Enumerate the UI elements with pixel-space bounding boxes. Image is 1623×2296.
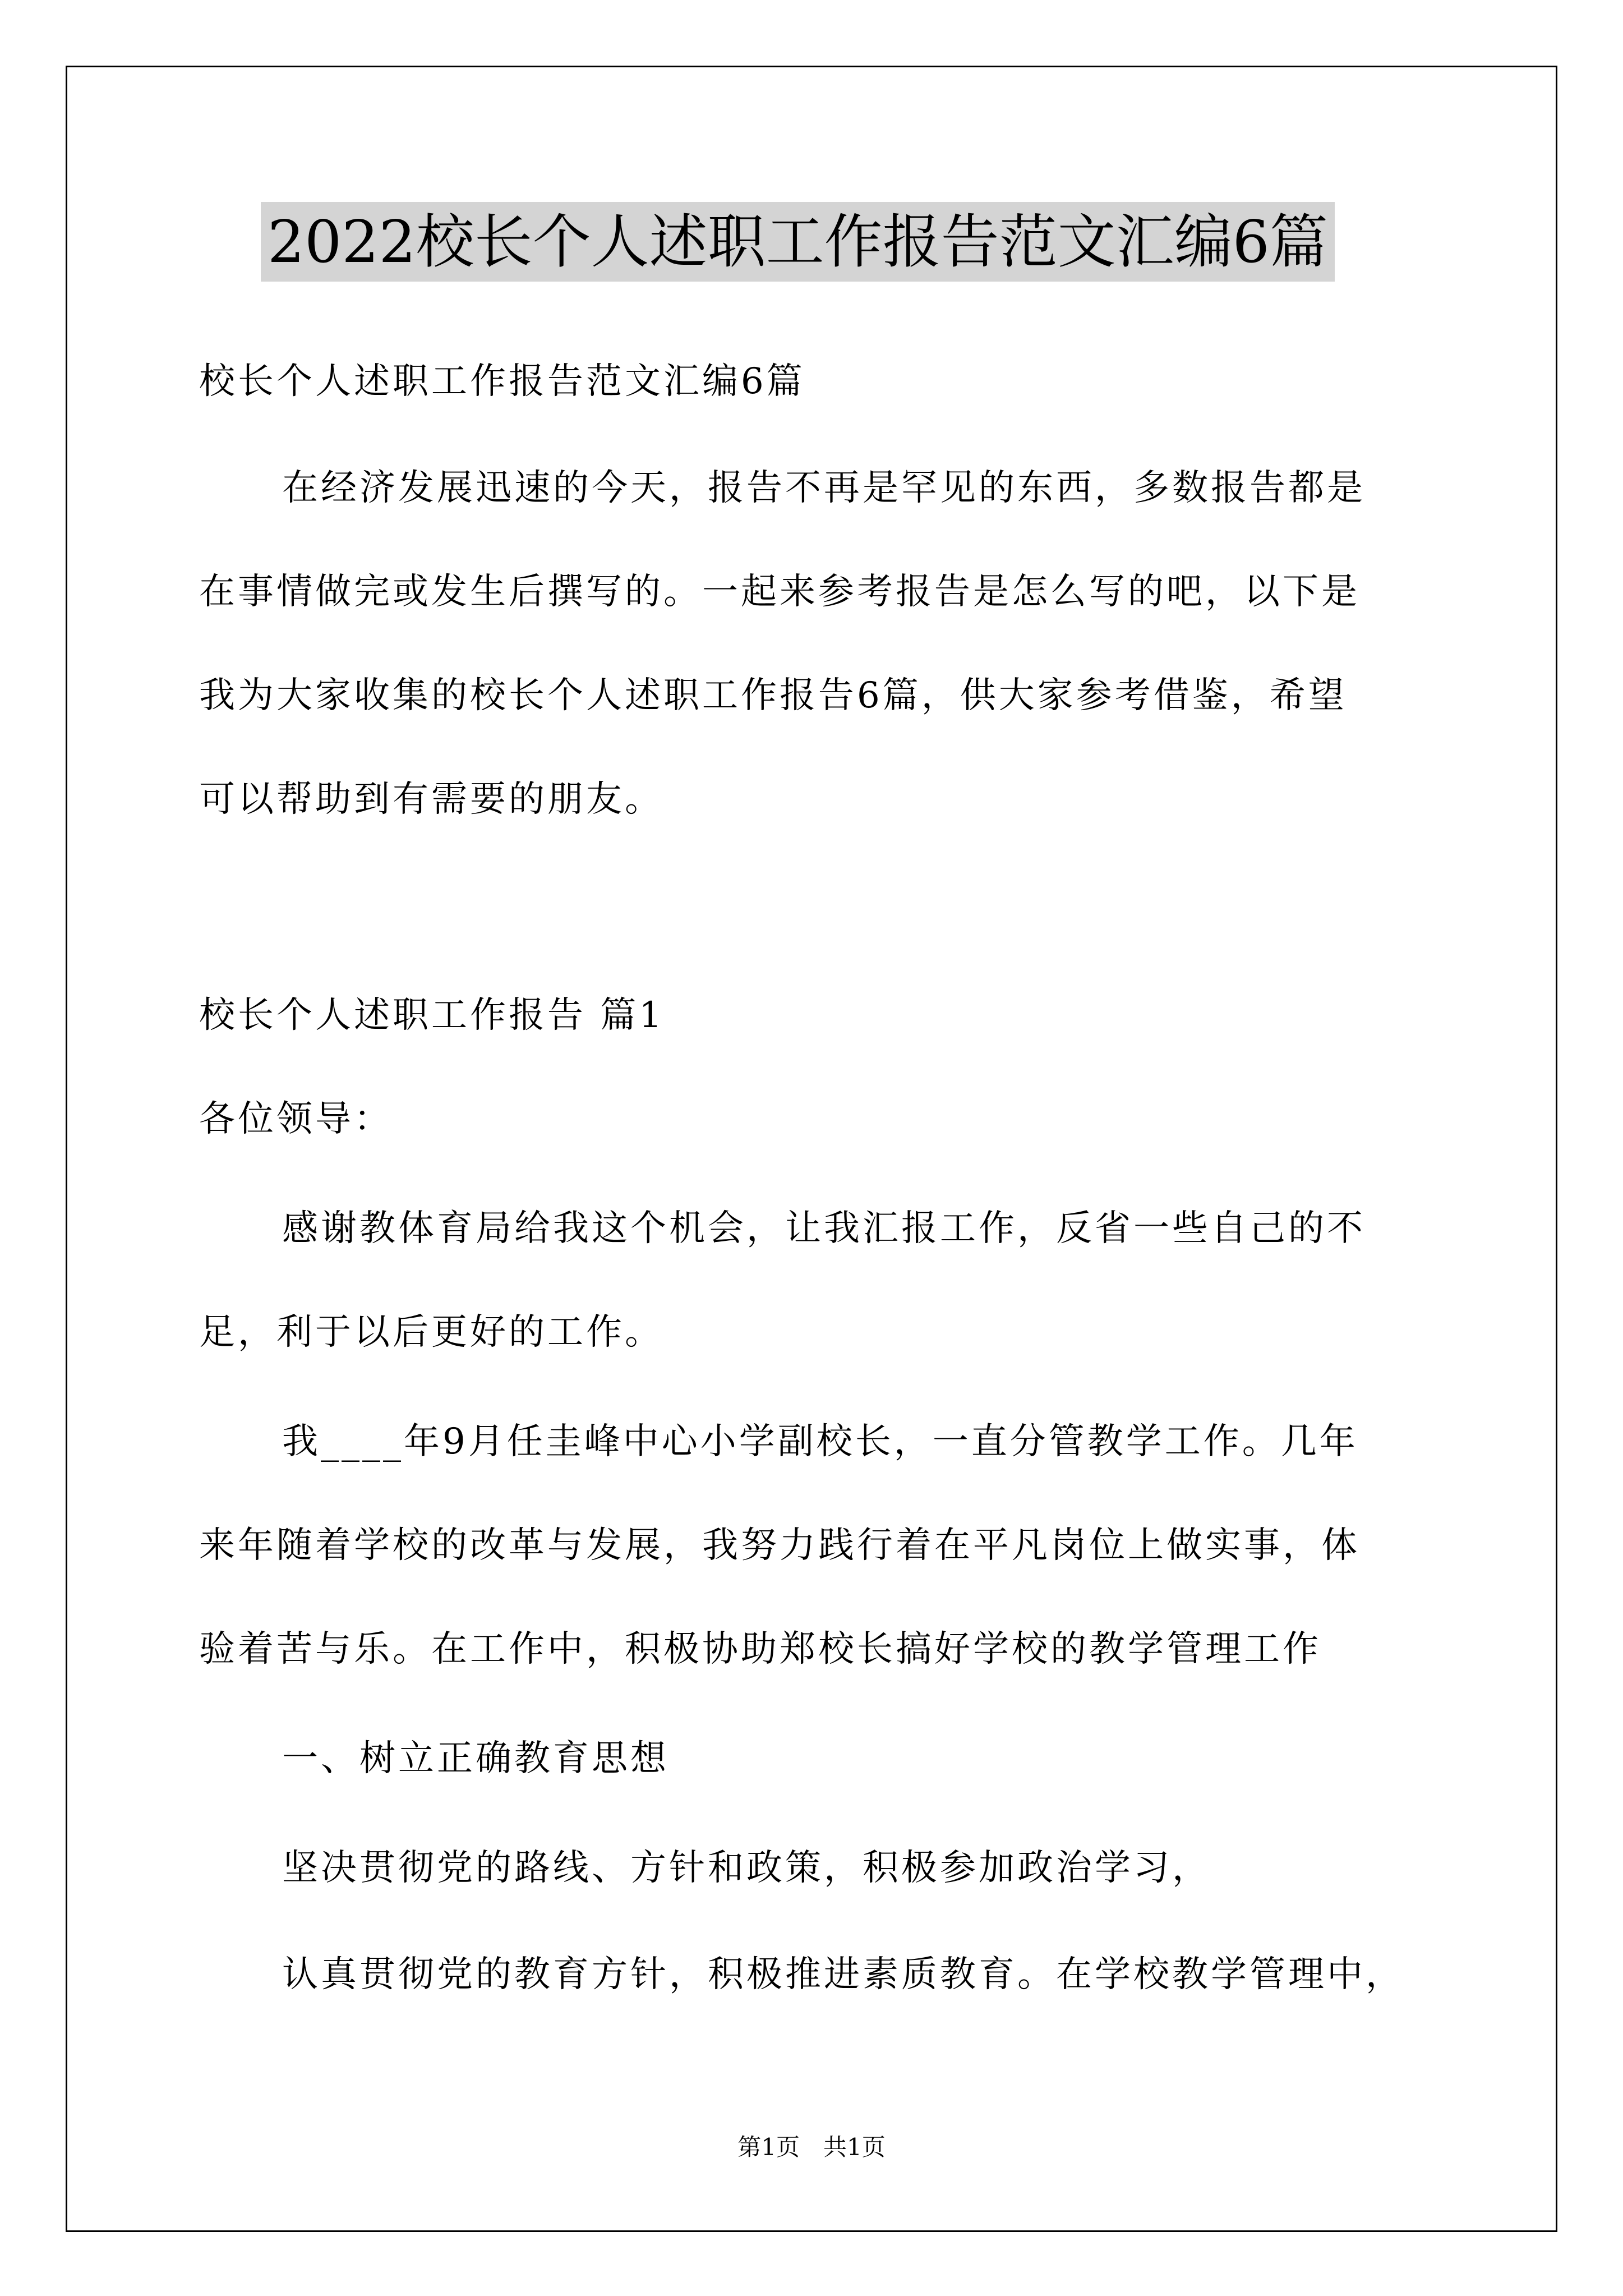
para2-line-2: 来年随着学校的改革与发展，我努力践行着在平凡岗位上做实事，体: [199, 1525, 1360, 1566]
intro-line-3: 我为大家收集的校长个人述职工作报告6篇，供大家参考借鉴，希望: [199, 675, 1347, 716]
section-heading: 校长个人述职工作报告 篇1: [199, 995, 665, 1036]
page-footer: 第1页 共1页: [737, 2133, 886, 2161]
document-title: 2022校长个人述职工作报告范文汇编6篇: [261, 202, 1335, 282]
item1-line-2: 认真贯彻党的教育方针，积极推进素质教育。在学校教学管理中，: [282, 1954, 1404, 1995]
para2-line-3: 验着苦与乐。在工作中，积极协助郑校长搞好学校的教学管理工作: [199, 1628, 1321, 1670]
para1-line-1: 感谢教体育局给我这个机会，让我汇报工作，反省一些自己的不: [282, 1208, 1366, 1249]
item1-line-1: 坚决贯彻党的路线、方针和政策，积极参加政治学习，: [282, 1847, 1211, 1889]
intro-line-4: 可以帮助到有需要的朋友。: [199, 779, 663, 820]
para1-line-2: 足，利于以后更好的工作。: [199, 1312, 663, 1353]
intro-line-1: 在经济发展迅速的今天，报告不再是罕见的东西，多数报告都是: [282, 467, 1366, 509]
intro-line-2: 在事情做完或发生后撰写的。一起来参考报告是怎么写的吧，以下是: [199, 571, 1360, 613]
para2-line-1: 我____年9月任圭峰中心小学副校长，一直分管教学工作。几年: [282, 1421, 1358, 1462]
document-subtitle: 校长个人述职工作报告范文汇编6篇: [199, 361, 805, 402]
item1-heading: 一、树立正确教育思想: [282, 1738, 669, 1779]
salutation: 各位领导：: [199, 1098, 393, 1140]
